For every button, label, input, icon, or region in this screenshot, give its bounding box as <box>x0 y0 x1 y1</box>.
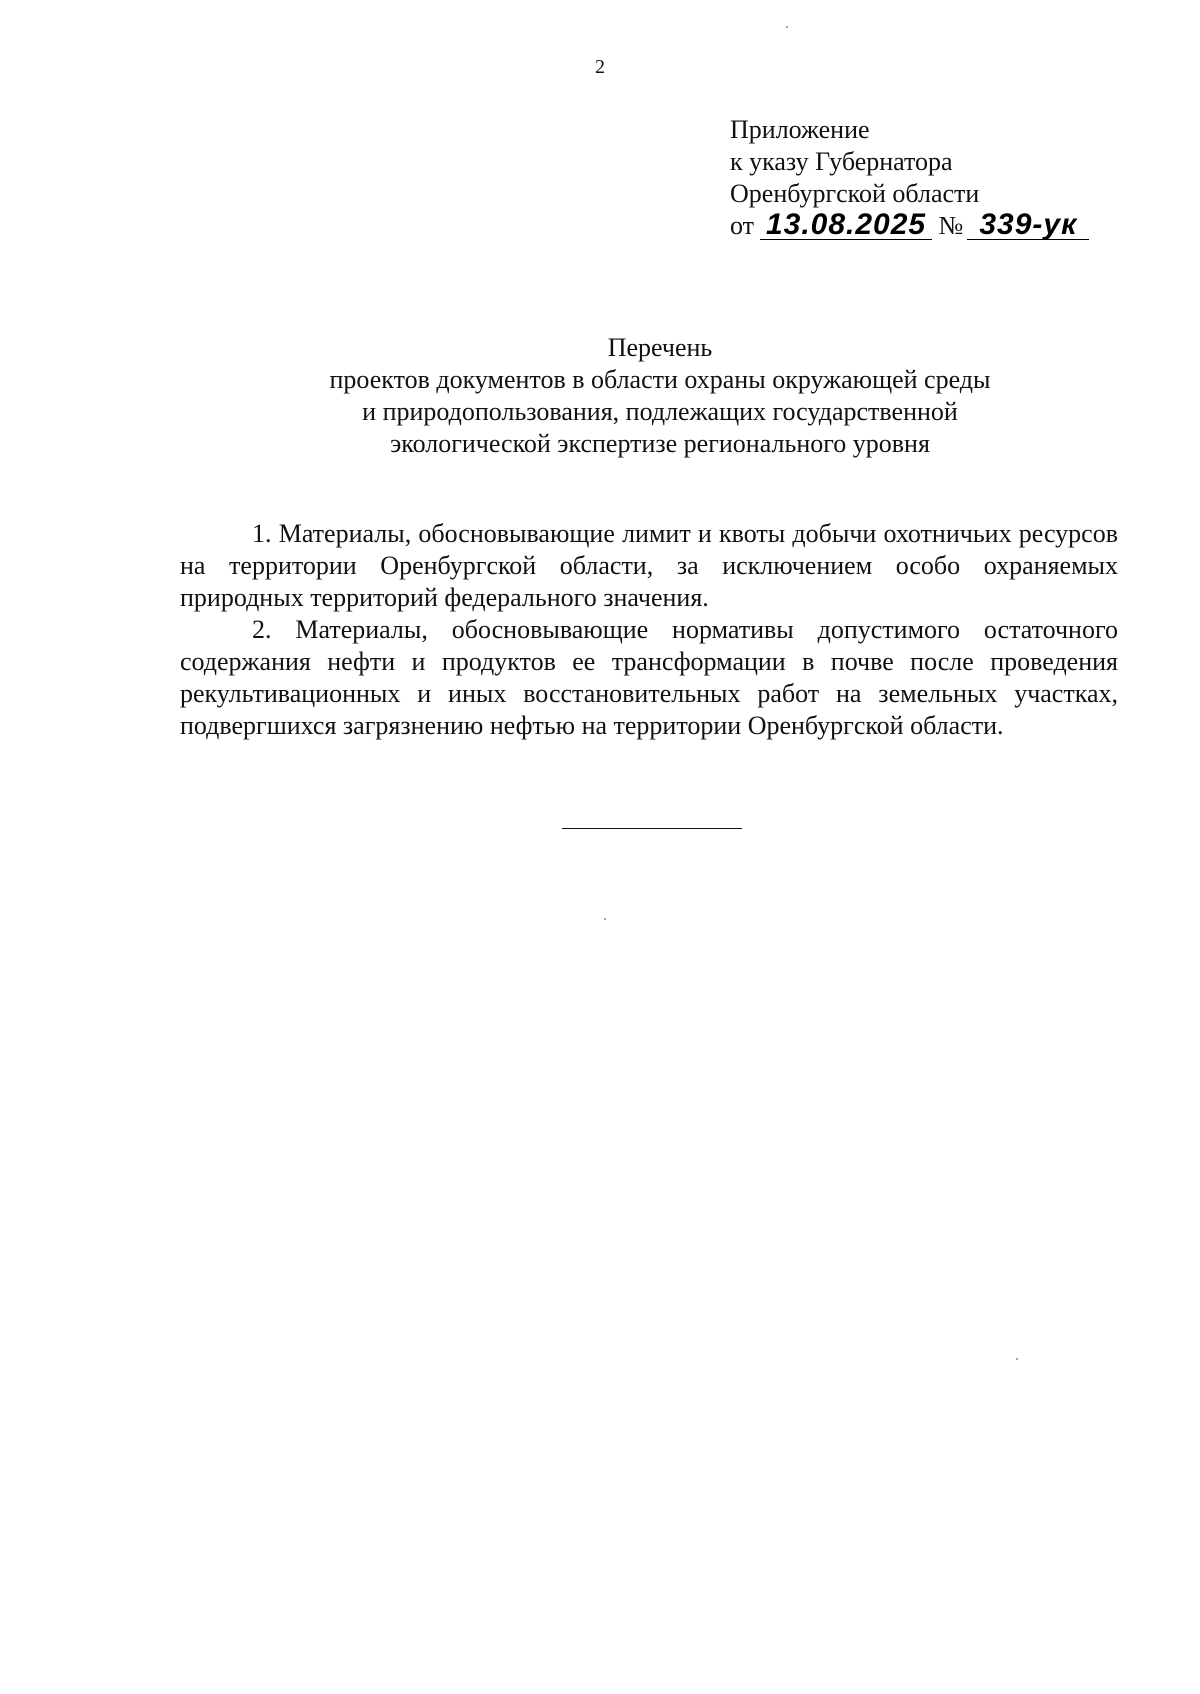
document-title <box>180 332 1140 460</box>
scan-speck <box>1016 1358 1018 1360</box>
scan-speck <box>786 26 788 28</box>
appendix-region: Оренбургской области <box>730 179 980 208</box>
scan-speck <box>604 918 606 920</box>
title-line-4: экологической экспертизе регионального уровня <box>390 429 930 458</box>
handwritten-date: 13.08.2025 <box>760 211 932 240</box>
decree-date-number-line <box>730 210 1150 242</box>
title-line-1: Перечень <box>607 333 713 362</box>
number-sign: № <box>938 211 964 240</box>
page-number: 2 <box>595 56 605 78</box>
end-divider <box>562 828 742 829</box>
title-line-3: и природопользования, подлежащих государственной <box>362 397 958 426</box>
from-label: от <box>730 211 755 240</box>
appendix-decree-ref: к указу Губернатора <box>730 147 953 176</box>
title-line-2: проектов документов в области охраны окружающей среды <box>329 365 991 394</box>
document-body <box>180 518 1118 742</box>
handwritten-number: 339-ук <box>967 211 1089 240</box>
list-item: 1. Материалы, обосновывающие лимит и квоты добычи охотничьих ресурсов на территории Оренбургской области, за исключением особо охраняемых природных территорий федерального значения. <box>180 519 1118 612</box>
appendix-title: Приложение <box>730 115 870 144</box>
appendix-header <box>730 114 1150 242</box>
list-item: 2. Материалы, обосновывающие нормативы допустимого остаточного содержания нефти и продуктов ее трансформации в почве после проведения рекультивационных и иных восстановительных работ на земельных участках, подвергшихся загрязнению нефтью на территории Оренбургской области. <box>180 615 1118 740</box>
